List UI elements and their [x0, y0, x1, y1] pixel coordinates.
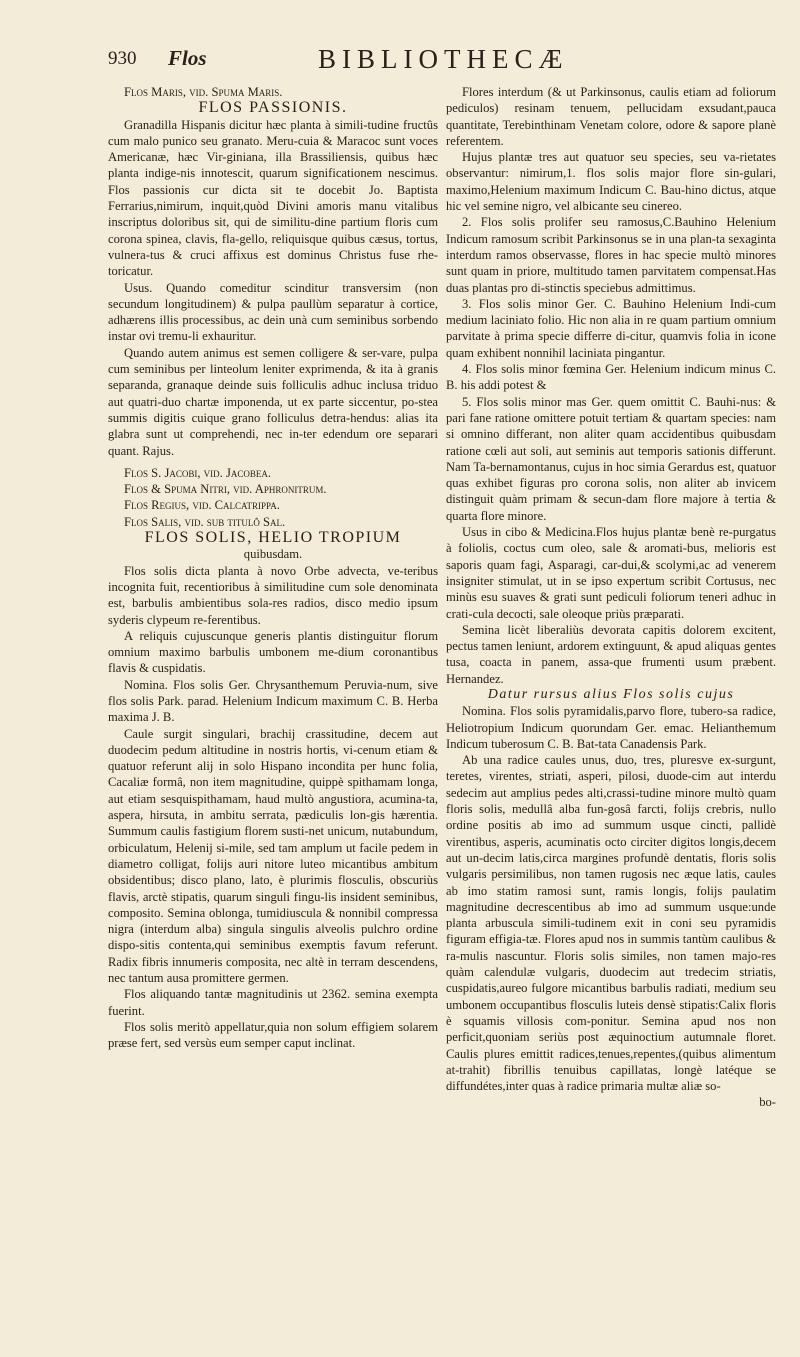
- paragraph: Granadilla Hispanis dicitur hæc planta à simili-tudine fructûs cum malo punico seu granato. Meru-cuia & Maracoc sunt voces Americanæ, hæc Vir-giniana, illa Brassiliensis, quibus hæc planta indige-nis innotescit, quarum significationem nescimus. Flos passionis cur dicta sit te docebit Jo. Baptista Ferrarius,nimirum, inquit,quòd Divini amoris manu vitalibus inscriptus doloribus sit, qui de similitu-dine partium floris cum corona spinea, clavis, fla-gello, reliquisque quibus cæsus, tortus, vulnera-tus & cruci affixus est dominus Christus fuse rhe-toricatur.: [108, 117, 438, 279]
- paragraph: Flos solis dicta planta à novo Orbe advecta, ve-teribus incognita fuit, recentioribus à similitudine cum sole denominata est, barbulis ambientibus sola-res radios, disco medio ipsum syderis clypeum re-ferentibus.: [108, 563, 438, 627]
- paragraph: A reliquis cujuscunque generis plantis distinguitur florum omnium maximo barbulis umbonem me-dium coronantibus flavis & cuspidatis.: [108, 628, 438, 676]
- cross-reference: Flos Regius, vid. Calcatrippa.: [124, 498, 280, 513]
- paragraph: Usus. Quando comeditur scinditur transversim (non secundum longitudinem) & pulpa paullùm separatur à cortice, adhærens illis processibus, ac dein unà cum seminibus sorbendo instar ovi tremu-li exhauritur.: [108, 280, 438, 344]
- cross-reference: Flos & Spuma Nitri, vid. Aphronitrum.: [124, 482, 327, 497]
- running-head: [0, 40, 800, 74]
- left-column: [108, 84, 438, 1052]
- section-heading: FLOS SOLIS, HELIO TROPIUM: [144, 529, 402, 547]
- section-subheading: quibusdam.: [243, 547, 303, 562]
- cross-reference: Flos Maris, vid. Spuma Maris.: [124, 85, 283, 99]
- paragraph: Flos solis meritò appellatur,quia non solum effigiem solarem præse fert, sed versùs eum semper caput inclinat.: [108, 1019, 438, 1051]
- paragraph: Quando autem animus est semen colligere & ser-vare, pulpa cum seminibus per linteolum leniter exprimenda, & ita à granis separanda, granaque deinde suis folliculis adhuc inclusa triduo aut quatri-duo chartæ imponenda, ut ex parte siccentur, po-stea summis digitis cuique grano folliculus detra-hendus: alias ita glabra sunt ut comprehendi, nec in-ter edendum ore separari quant. Rajus.: [108, 345, 438, 458]
- paragraph: 5. Flos solis minor mas Ger. quem omittit C. Bauhi-nus: & pari fane ratione omittere potuit tertiam & quartam species: nam si omnino differant, non aliter quam accidentibus quibusdam ratione cœli aut soli, aut seminis aut temporis sationis differunt. Nam Ta-bernamontanus, cujus in hoc simia Gerardus est, quatuor quas exhibet figuras pro corona solis, non aliter ab invicem distinguit quàm primam & secun-dam flore majore à tertia & quarta flore minore.: [446, 394, 776, 523]
- paragraph: 4. Flos solis minor fœmina Ger. Helenium indicum minus C. B. his addi potest &: [446, 362, 776, 393]
- cross-reference: Flos Salis, vid. sub titulô Sal.: [124, 514, 286, 529]
- paragraph: 2. Flos solis prolifer seu ramosus,C.Bauhino Helenium Indicum ramosum scribit Parkinsonus se in una plan-ta sexaginta interdum ramos observasse, flores in hac specie multò minores sunt quam in priore, multitudo tamen parvitatem compensat.Has duas plantas pro di-stinctis speciebus admittimus.: [446, 215, 776, 295]
- page-number: 930: [108, 48, 137, 69]
- paragraph: Nomina. Flos solis Ger. Chrysanthemum Peruvia-num, sive flos solis Park. parad. Helenium Indicum maximum C. B. Herba maxima J. B.: [108, 677, 438, 725]
- cross-reference: Flos S. Jacobi, vid. Jacobea.: [124, 465, 271, 480]
- paragraph: Flores interdum (& ut Parkinsonus, caulis etiam ad foliorum pediculos) resinam tenuem, pellucidam exsudant,pauca quantitate, Terebinthinam Venetam colore, odore & sapore planè referentem.: [446, 85, 776, 148]
- paragraph: Usus in cibo & Medicina.Flos hujus plantæ benè re-purgatus à foliolis, coctus cum oleo, sale & aromati-bus, melioris est saporis quam fagi, Asparagi, car-dui,& scolymi,ac ad venerem insigniter stimulat, ut in se ipso expertum scribit Cortusus, nec minùs esu suaves & grati sunt pediculi foliorum teneri adhuc in crati-cula decocti, sale oleoque priùs præparati.: [446, 525, 776, 621]
- paragraph: Semina licèt liberaliùs devorata capitis dolorem excitent, pectus tamen leniunt, ardorem extinguunt, & apud aliquas gentes tusa, coacta in panem, assa-que frumenti usum præbent. Hernandez.: [446, 622, 776, 686]
- catchword: bo-: [759, 1095, 776, 1110]
- paragraph: Ab una radice caules unus, duo, tres, pluresve ex-surgunt, teretes, virentes, striati, asperi, pilosi, duode-cim aut interdu sedecim aut amplius pedes alti,crassi-tudine minore multò quam floris solis, medullâ alba fun-gosâ farcti, folijs crebris, nullo ordine positis ab imo ad summum usque cincti, pallidè virentibus, asperis, acuminatis octo circiter digitos longis,decem aut un-decim latis,circa margines profundè dentatis, floris solis vulgaris persimilibus, non tamen rugosis nec æque latis, caules ab imo statim ramosi sunt, ramis longis, folijs paulatim magnitudine decrescentibus ab imo ad summum usque:unde planta arbuscula simili-tudinem exit in coni seu pyramidis figuram effigia-tæ. Flores apud nos in summis tantùm caulibus & ra-mulis nascuntur. Floris solis similes, non tamen majo-res quàm calendulæ vulgaris, duodecim aut tredecim striatis, cuspidatis,aureo fulgore micantibus barbulis radiati, medium seu umbonem occupantibus flosculis luteis densè stipatis:Calix floris è squamis villosis com-ponitur. Semina apud nos non perficit,quoniam seriùs post æquinoctium autumnale floret. Caulis plures emittit radices,tenues,repentes,(quibus alimentum at-trahit) fibrillis tenuibus capillatas, longè latéque se diffundétes,inter quas à radice primaria multæ aliæ so-: [446, 753, 776, 1094]
- running-word: Flos: [168, 46, 207, 70]
- paragraph: Flos aliquando tantæ magnitudinis ut 2362. semina exempta fuerint.: [108, 987, 438, 1018]
- right-column: [446, 84, 776, 1111]
- section-heading: FLOS PASSIONIS.: [198, 99, 348, 117]
- paragraph: Hujus plantæ tres aut quatuor seu species, seu va-rietates observantur: nimirum,1. flos solis major flore sin-gulari, maximo,Helenium maximum Indicum C. Bau-hino dictus, atque hic vel semine nigro, vel albicante seu cinereo.: [446, 150, 776, 214]
- section-heading: Datur rursus alius Flos solis cujus: [487, 686, 735, 702]
- paragraph: Nomina. Flos solis pyramidalis,parvo flore, tubero-sa radice, Heliotropium Indicum quorundam Ger. emac. Helianthemum Indicum tuberosum C. B. Bat-tata Canadensis Park.: [446, 704, 776, 751]
- running-title: BIBLIOTHECÆ: [318, 44, 569, 74]
- paragraph: 3. Flos solis minor Ger. C. Bauhino Helenium Indi-cum medium laciniato folio. Hic non alia in re quam partium omnium parvitate à prima specie differre di-citur, quamvis folia in icone quam exhibent nonnihil laciniata pingantur.: [446, 296, 776, 360]
- paragraph: Caule surgit singulari, brachij crassitudine, decem aut duodecim pedum altitudine in nostris hortis, vi-cenum etiam & quatuor referunt alij in solo Hispano incondita per hunc folia, Cacaliæ formâ, non item magnitudine, quippè spithamam longa, aut etiam sesquispithamam, haud multò angustiora, acumina-ta, aspera, hirsuta, in ambitu serrata, pædiculis lon-gis hærentia. Summum caulis fastigium florem susti-net unicum, nutabundum, orbiculatum, Helenij si-mile, sed tam amplum ut facile pedem in diametro colligat, folijs auri nitore luteo micantibus ambitum obsidentibus; disco plano, lato, è plurimis flosculis, obscuriùs flavis, arctè stipatis, quarum singuli fingu-lis insident seminibus, composito. Semina oblonga, tumidiuscula & nonnibil compressa nigra (interdum alba) singula singulis alveolis pulchro ordine dispo-sitis contenta,qui seminibus exemptis favum referunt. Radix fibris innumeris composita, nec altè in terram descendens, nec tantum ausa promittere germen.: [108, 726, 438, 986]
